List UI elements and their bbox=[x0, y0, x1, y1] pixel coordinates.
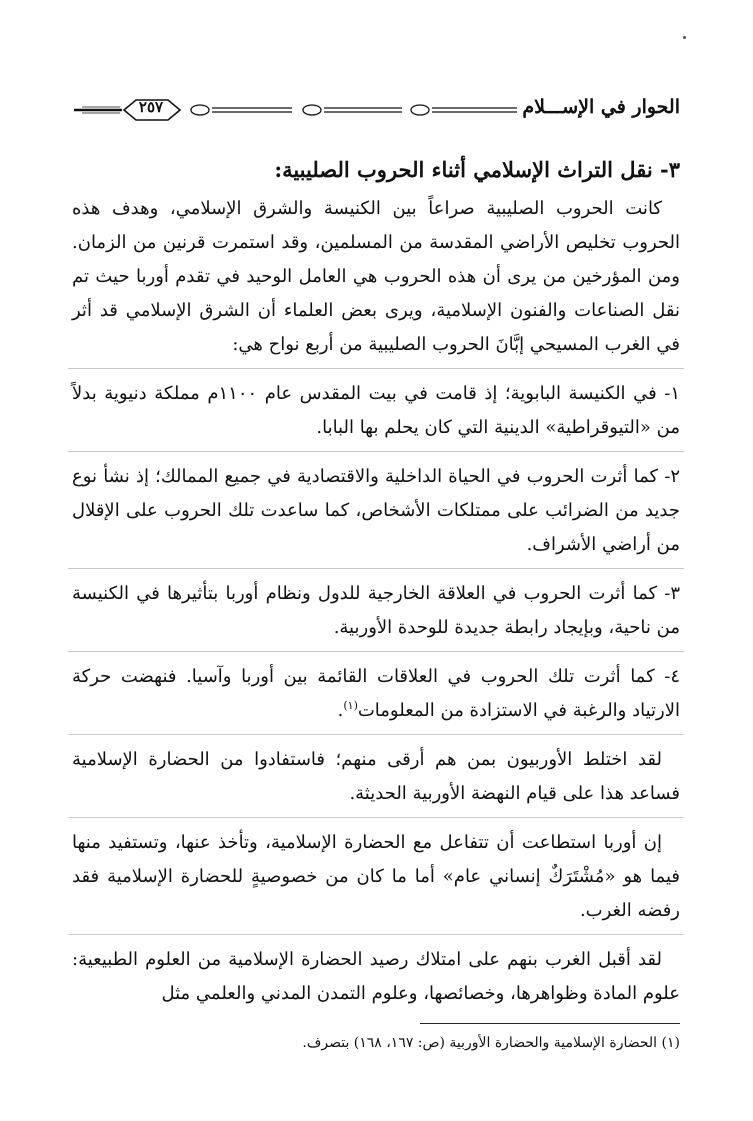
divider bbox=[68, 451, 684, 452]
margin-dot bbox=[683, 36, 686, 39]
paragraph-interaction: إن أوربا استطاعت أن تتفاعل مع الحضارة الإسلامية، وتأخذ عنها، وتستفيد منها فيما هو «مُشْتَرَكٌ إنساني عام» أما ما كان من خصوصيةٍ للحضارة الإسلامية فقد رفضه الغرب. bbox=[72, 832, 680, 921]
section-heading: ٣- نقل التراث الإسلامي أثناء الحروب الصليبية: bbox=[274, 157, 680, 182]
list-item: ٢- كما أثرت الحروب في الحياة الداخلية والاقتصادية في جميع الممالك؛ إذ نشأ نوع جديد من الضرائب على ممتلكات الأشخاص، كما ساعدت تلك الحروب على الإقلال من أراضي الأشراف. bbox=[72, 466, 680, 555]
page-number: ٢٥٧ bbox=[138, 98, 164, 116]
divider bbox=[68, 568, 684, 569]
divider bbox=[68, 817, 684, 818]
divider bbox=[68, 734, 684, 735]
header-title: الحوار في الإســـلام bbox=[522, 96, 680, 118]
list-item: ١- في الكنيسة البابوية؛ إذ قامت في بيت المقدس عام ١١٠٠م مملكة دنيوية بدلاً من «التيوقراطية» الدينية التي كان يحلم بها البابا. bbox=[72, 383, 680, 438]
paragraph-mixing: لقد اختلط الأوربيون بمن هم أرقى منهم؛ فاستفادوا من الحضارة الإسلامية فساعد هذا على قيام النهضة الأوربية الحديثة. bbox=[72, 749, 680, 804]
paragraph-sciences: لقد أقبل الغرب بنهم على امتلاك رصيد الحضارة الإسلامية من العلوم الطبيعية: علوم المادة وظواهرها، وخصائصها، وعلوم التمدن المدني والعلمي مثل bbox=[72, 949, 680, 1004]
page-body bbox=[72, 152, 680, 1017]
divider bbox=[68, 934, 684, 935]
footnote-reference[interactable]: (١) bbox=[343, 699, 358, 712]
footnote: (١) الحضارة الإسلامية والحضارة الأوربية (ص: ١٦٧، ١٦٨) بتصرف. bbox=[302, 1035, 680, 1051]
divider bbox=[68, 368, 684, 369]
divider bbox=[68, 651, 684, 652]
list-item-4 bbox=[72, 660, 680, 728]
running-header bbox=[72, 92, 680, 132]
intro-paragraph: كانت الحروب الصليبية صراعاً بين الكنيسة والشرق الإسلامي، وهدف هذه الحروب تخليص الأراضي المقدسة من المسلمين، وقد استمرت قرنين من الزمان. ومن المؤرخين من يرى أن هذه الحروب هي العامل الوحيد في تقدم أوربا حيث تم نقل الصناعات والفنون الإسلامية، ويرى بعض العلماء أن الشرق الإسلامي قد أثر في الغرب المسيحي إبَّانَ الحروب الصليبية من أربع نواح هي: bbox=[72, 198, 680, 355]
list-item: ٣- كما أثرت الحروب في العلاقة الخارجية للدول ونظام أوربا بتأثيرها في الكنيسة من ناحية، وبإيجاد رابطة جديدة للوحدة الأوربية. bbox=[72, 583, 680, 638]
sentence-end: . bbox=[337, 700, 344, 721]
list-item-text: ٤- كما أثرت تلك الحروب في العلاقات القائمة بين أوربا وآسيا. فنهضت حركة الارتياد والرغبة في الاستزادة من المعلومات bbox=[72, 666, 680, 721]
footnote-rule bbox=[420, 1023, 680, 1024]
